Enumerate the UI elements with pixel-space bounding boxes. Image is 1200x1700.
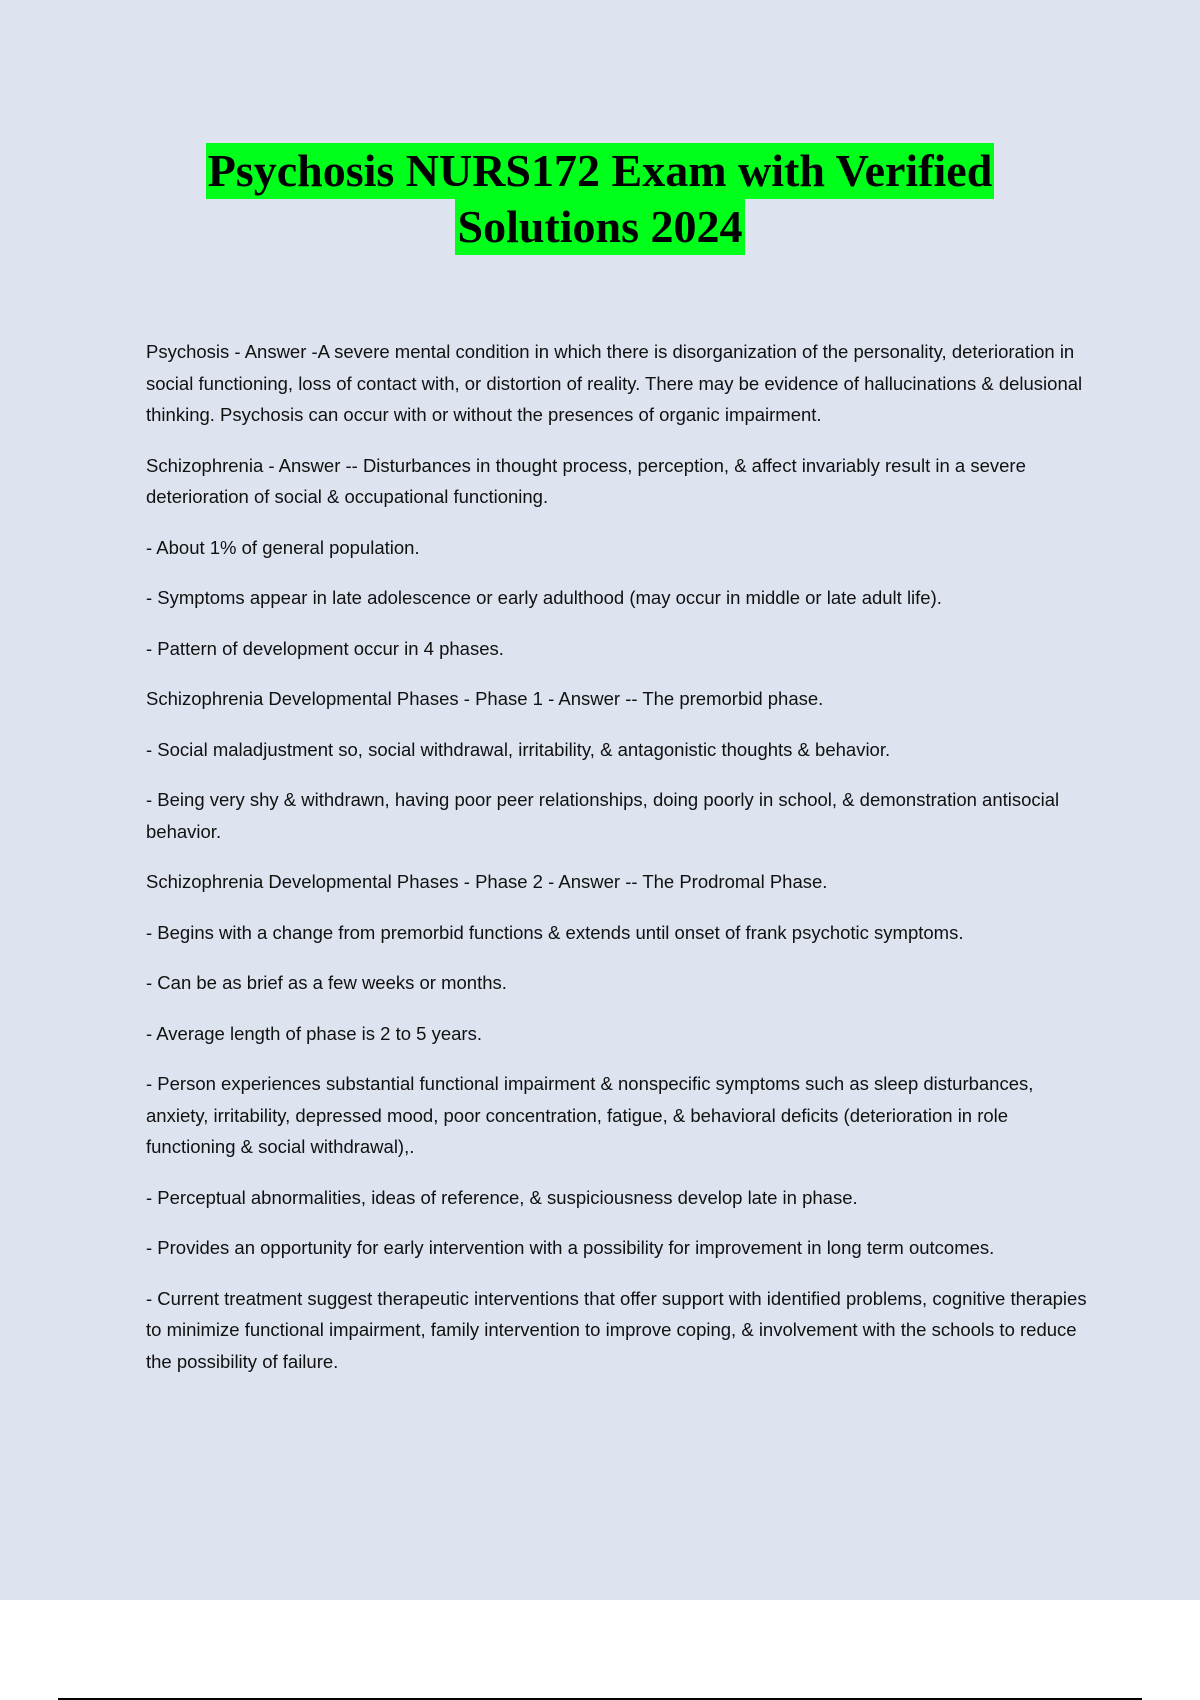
paragraph-bullet: - Symptoms appear in late adolescence or early adulthood (may occur in middle or late adult life). [146, 587, 942, 608]
paragraph-bullet: - About 1% of general population. [146, 536, 420, 558]
paragraph-bullet: - Can be as brief as a few weeks or months. [146, 972, 507, 993]
paragraph-bullet: - Current treatment suggest therapeutic interventions that offer support with identified problems, cognitive therapies to minimize functional impairment, family intervention to improve coping, & involvement with the schools to reduce the possibility of failure. [146, 1287, 1087, 1372]
paragraph-bullet: - Being very shy & withdrawn, having poor peer relationships, doing poorly in school, & demonstration antisocial behavior. [146, 789, 1060, 842]
title-line-2: Solutions 2024 [455, 199, 744, 255]
paragraph-bullet: - Pattern of development occur in 4 phases. [146, 637, 504, 659]
paragraph-bullet: - Social maladjustment so, social withdrawal, irritability, & antagonistic thoughts & behavior. [146, 738, 891, 760]
paragraph-schizophrenia: Schizophrenia - Answer -- Disturbances in thought process, perception, & affect invariably result in a severe deterioration of social & occupational functioning. [146, 454, 1026, 507]
paragraph-phase-2: Schizophrenia Developmental Phases - Phase 2 - Answer -- The Prodromal Phase. [146, 871, 828, 892]
paragraph-bullet: - Person experiences substantial functional impairment & nonspecific symptoms such as sleep disturbances, anxiety, irritability, depressed mood, poor concentration, fatigue, & behavioral deficits (deterioration in role functioning & social withdrawal),. [146, 1073, 1034, 1157]
paragraph-bullet: - Perceptual abnormalities, ideas of reference, & suspiciousness develop late in phase. [146, 1186, 858, 1208]
title-line-1: Psychosis NURS172 Exam with Verified [206, 143, 995, 199]
paragraph-bullet: - Provides an opportunity for early intervention with a possibility for improvement in long term outcomes. [146, 1237, 995, 1258]
paragraph-psychosis: Psychosis - Answer -A severe mental condition in which there is disorganization of the personality, deterioration in social functioning, loss of contact with, or distortion of reality. There may be evidence of hallucinations & delusional thinking. Psychosis can occur with or without the presences of organic impairment. [146, 341, 1083, 425]
document-title [0, 143, 1200, 255]
paragraph-bullet: - Average length of phase is 2 to 5 years. [146, 1022, 482, 1044]
paragraph-phase-1: Schizophrenia Developmental Phases - Phase 1 - Answer -- The premorbid phase. [146, 688, 824, 709]
paragraph-bullet: - Begins with a change from premorbid functions & extends until onset of frank psychotic symptoms. [146, 921, 964, 943]
document-body [146, 336, 1096, 1396]
